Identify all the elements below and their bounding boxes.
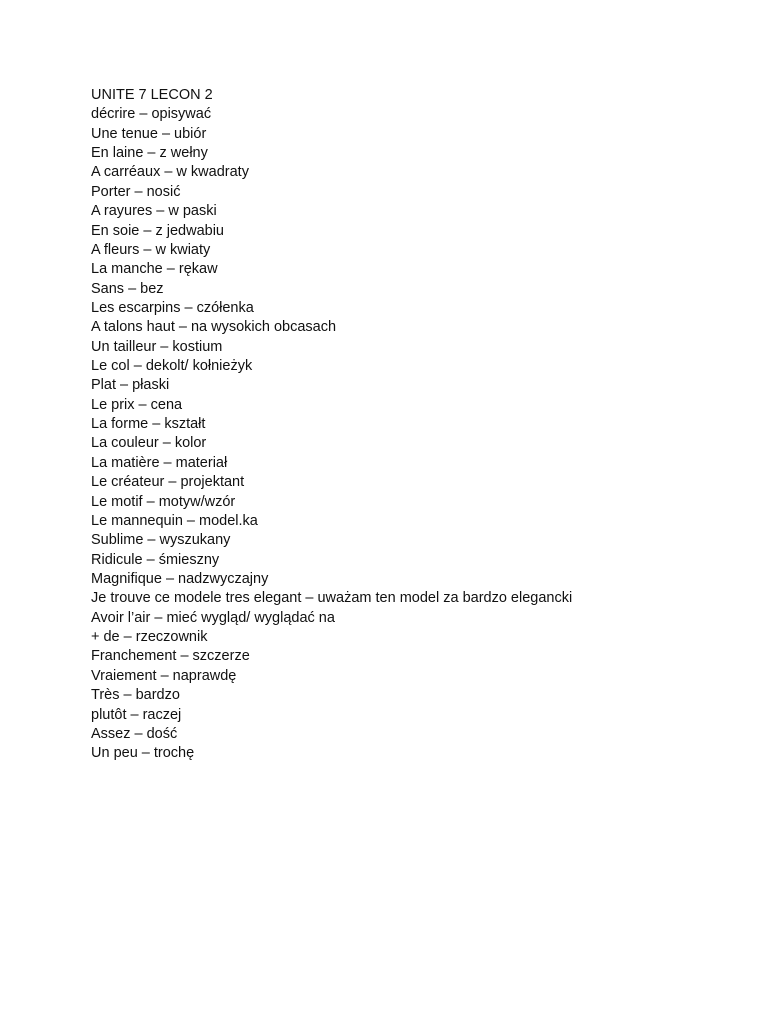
vocab-line: Vraiement – naprawdę bbox=[91, 667, 237, 684]
vocab-line: décrire – opisywać bbox=[91, 106, 212, 123]
vocab-line: La manche – rękaw bbox=[91, 261, 218, 278]
vocab-line: Sublime – wyszukany bbox=[91, 532, 231, 549]
vocab-line: plutôt – raczej bbox=[91, 706, 182, 723]
vocab-line: A talons haut – na wysokich obcasach bbox=[91, 319, 337, 336]
vocabulary-list bbox=[91, 86, 731, 764]
vocab-line: Les escarpins – czółenka bbox=[91, 299, 254, 316]
document-title: UNITE 7 LECON 2 bbox=[91, 87, 213, 103]
vocab-line: En soie – z jedwabiu bbox=[91, 222, 224, 239]
vocab-line: Le mannequin – model.ka bbox=[91, 512, 258, 529]
vocab-line: Un peu – trochę bbox=[91, 745, 195, 762]
vocab-line: La matière – materiał bbox=[91, 454, 228, 471]
vocab-line: + de – rzeczownik bbox=[91, 629, 208, 646]
vocab-line: Le motif – motyw/wzór bbox=[91, 493, 236, 510]
vocab-line: Plat – płaski bbox=[91, 377, 170, 394]
vocab-line: Assez – dość bbox=[91, 725, 178, 742]
vocab-line: Le prix – cena bbox=[91, 396, 183, 413]
vocab-line: A fleurs – w kwiaty bbox=[91, 241, 211, 258]
vocab-line: Ridicule – śmieszny bbox=[91, 551, 220, 568]
vocab-line: En laine – z wełny bbox=[91, 145, 208, 162]
vocab-line: Porter – nosić bbox=[91, 183, 181, 200]
vocab-line: Avoir l’air – mieć wygląd/ wyglądać na bbox=[91, 609, 335, 626]
vocab-line: Un tailleur – kostium bbox=[91, 338, 223, 355]
vocab-line: Je trouve ce modele tres elegant – uważam ten model za bardzo elegancki bbox=[91, 590, 573, 607]
vocab-line: La couleur – kolor bbox=[91, 435, 207, 452]
vocab-line: Une tenue – ubiór bbox=[91, 125, 207, 142]
vocab-line: La forme – kształt bbox=[91, 416, 206, 433]
vocab-line: A rayures – w paski bbox=[91, 203, 217, 220]
vocab-line: Très – bardzo bbox=[91, 687, 180, 704]
vocab-line: A carréaux – w kwadraty bbox=[91, 164, 249, 181]
vocab-line: Le col – dekolt/ kołnieżyk bbox=[91, 358, 253, 375]
vocab-line: Magnifique – nadzwyczajny bbox=[91, 570, 269, 587]
vocab-line: Le créateur – projektant bbox=[91, 474, 245, 491]
vocab-line: Franchement – szczerze bbox=[91, 648, 250, 665]
vocab-line: Sans – bez bbox=[91, 280, 164, 297]
